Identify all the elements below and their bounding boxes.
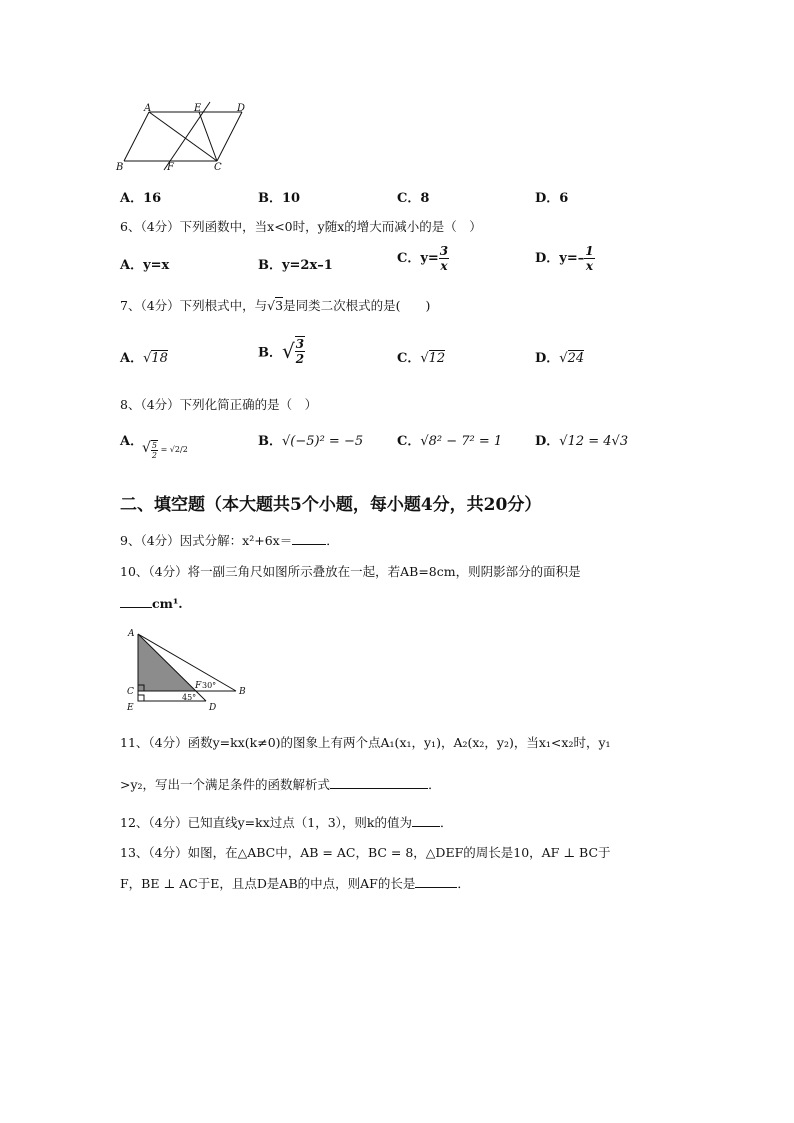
fig5-side-AB	[124, 112, 149, 161]
q8-option-c[interactable]: C．√8² − 7² = 1	[397, 434, 503, 449]
q5-option-b[interactable]: B．10	[258, 191, 301, 206]
fig5-label-B: B	[116, 162, 124, 173]
q11-line-1: 11、（4分）函数y=kx(k≠0)的图象上有两个点A₁(x₁，y₁)，A₂(x₂，y₂)，当x₁<x₂时，y₁	[120, 735, 611, 750]
q13-line-1: 13、（4分）如图，在△ABC中，AB = AC，BC = 8，△DEF的周长是10，AF ⊥ BC于	[120, 845, 611, 860]
q8-stem: 8、（4分）下列化简正确的是（ ）	[120, 397, 318, 412]
fig5-label-F: F	[167, 162, 174, 173]
q9-answer-blank[interactable]	[292, 532, 326, 545]
q7-stem: 7、（4分）下列根式中，与√3是同类二次根式的是( )	[120, 298, 431, 313]
fig5-label-D: D	[237, 103, 246, 114]
q6-option-c-fraction: $\frac{3}{x}$	[439, 244, 449, 273]
fig10-label-C: C	[127, 687, 134, 697]
q8-option-a-expression: √ $\frac{5}{2}$ = √2/2	[142, 440, 188, 460]
q8-option-d[interactable]: D．√12 = 4√3	[535, 434, 629, 449]
fig10-right-angle-mark-e	[138, 695, 144, 701]
q7-option-c[interactable]: C．√12	[397, 351, 446, 366]
fig5-segment-EC	[199, 112, 217, 161]
q7-option-d[interactable]: D．√24	[535, 351, 585, 366]
fig10-label-30deg: 30°	[202, 681, 217, 690]
fig5-label-E: E	[194, 103, 202, 114]
q6-option-c-prefix: C．y=	[397, 251, 439, 266]
q6-option-b[interactable]: B．y=2x–1	[258, 258, 333, 273]
q8-option-a[interactable]: A．	[120, 434, 144, 449]
sqrt-icon: √	[282, 339, 295, 363]
fig10-label-E: E	[127, 703, 134, 713]
q13-answer-blank[interactable]	[415, 875, 457, 888]
q7-sqrt-icon: √	[267, 298, 276, 313]
q11-line-2: >y₂，写出一个满足条件的函数解析式 ．	[120, 777, 441, 792]
fig10-label-D: D	[209, 703, 217, 713]
question-10-figure	[122, 624, 252, 714]
q5-option-c[interactable]: C．8	[397, 191, 430, 206]
sqrt-icon: √	[420, 351, 429, 366]
q6-stem: 6、（4分）下列函数中，当x<0时，y随x的增大而减小的是（ ）	[120, 219, 482, 234]
fig10-label-45deg: 45°	[182, 693, 197, 702]
q6-option-d-prefix: D．y=–	[535, 251, 585, 266]
q7-option-b-fraction: $\frac{3}{2}$	[295, 337, 305, 366]
fig5-label-C: C	[214, 162, 222, 173]
q5-option-a[interactable]: A．16	[120, 191, 162, 206]
fig10-label-F: F	[195, 681, 202, 691]
q5-option-d[interactable]: D．6	[535, 191, 569, 206]
fig10-label-B: B	[239, 687, 246, 697]
q12-answer-blank[interactable]	[412, 814, 440, 827]
q13-line-2: F，BE ⊥ AC于E，且点D是AB的中点，则AF的长是 ．	[120, 876, 470, 891]
q10-answer-line: cm¹.	[120, 595, 183, 611]
fig5-label-A: A	[144, 103, 152, 114]
sqrt-icon: √	[143, 351, 152, 366]
q10-answer-blank[interactable]	[120, 595, 152, 608]
question-5-figure	[112, 100, 254, 174]
sqrt-icon: √	[559, 351, 568, 366]
q12-stem: 12、（4分）已知直线y=kx过点（1，3），则k的值为 ．	[120, 815, 453, 830]
q6-option-d-fraction: $\frac{1}{x}$	[585, 244, 594, 273]
fig5-side-DC	[217, 112, 242, 161]
q7-option-a[interactable]: A．√18	[120, 351, 168, 366]
fig10-label-A: A	[128, 629, 135, 639]
q6-option-d[interactable]	[535, 244, 595, 273]
q7-option-b[interactable]: B．√ $\frac{3}{2}$	[258, 337, 305, 366]
q11-answer-blank[interactable]	[330, 776, 428, 789]
q6-option-c[interactable]	[397, 244, 449, 273]
fig5-diagonal-AC	[149, 112, 217, 161]
q10-stem: 10、（4分）将一副三角尺如图所示叠放在一起，若AB=8cm，则阴影部分的面积是	[120, 564, 581, 579]
q8-option-b[interactable]: B．√(−5)² = −5	[258, 434, 364, 449]
q9-stem: 9、（4分）因式分解：x²+6x＝ ．	[120, 533, 339, 548]
q6-option-a[interactable]: A．y=x	[120, 258, 170, 273]
section-2-title: 二、填空题（本大题共5个小题，每小题4分，共20分）	[120, 495, 542, 515]
